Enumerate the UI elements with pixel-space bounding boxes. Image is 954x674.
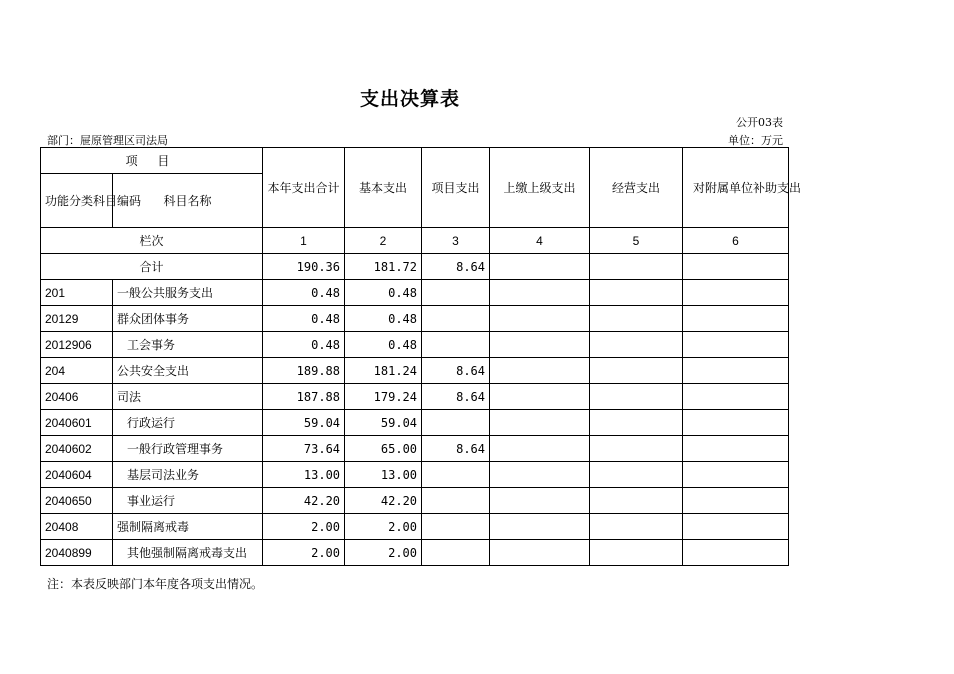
row-value: 73.64 (263, 436, 345, 462)
row-value: 42.20 (345, 488, 422, 514)
unit-label: 单位：万元 (728, 134, 783, 147)
header-upper: 上缴上级支出 (490, 148, 590, 228)
row-name: 其他强制隔离戒毒支出 (113, 540, 263, 566)
row-value (422, 514, 490, 540)
row-value: 13.00 (345, 462, 422, 488)
row-value (683, 514, 789, 540)
row-value (490, 514, 590, 540)
row-value (590, 280, 683, 306)
row-value: 2.00 (263, 514, 345, 540)
row-value (490, 358, 590, 384)
header-subsidy: 对附属单位补助支出 (683, 148, 789, 228)
table-row (41, 410, 789, 436)
row-value: 0.48 (345, 280, 422, 306)
header-project: 项目支出 (422, 148, 490, 228)
total-label: 合计 (41, 254, 263, 280)
table-row (41, 384, 789, 410)
col-index-num: 5 (590, 228, 683, 254)
row-value (683, 540, 789, 566)
col-index-num: 6 (683, 228, 789, 254)
row-value: 8.64 (422, 436, 490, 462)
row-name: 一般公共服务支出 (113, 280, 263, 306)
row-value (422, 332, 490, 358)
row-value (422, 306, 490, 332)
row-value (683, 436, 789, 462)
row-value (490, 384, 590, 410)
footnote: 注：本表反映部门本年度各项支出情况。 (47, 577, 264, 591)
row-code: 201 (41, 280, 113, 306)
row-value: 59.04 (345, 410, 422, 436)
row-code: 2012906 (41, 332, 113, 358)
row-value (490, 280, 590, 306)
row-value (683, 280, 789, 306)
col-index-label: 栏次 (41, 228, 263, 254)
row-name: 事业运行 (113, 488, 263, 514)
row-value: 179.24 (345, 384, 422, 410)
row-value (590, 462, 683, 488)
row-value (490, 306, 590, 332)
row-value: 181.24 (345, 358, 422, 384)
total-cell (683, 254, 789, 280)
row-name: 司法 (113, 384, 263, 410)
row-value: 42.20 (263, 488, 345, 514)
row-value (490, 488, 590, 514)
header-basic: 基本支出 (345, 148, 422, 228)
header-operation: 经营支出 (590, 148, 683, 228)
row-value: 0.48 (263, 306, 345, 332)
expenditure-table (40, 147, 802, 566)
table-row (41, 436, 789, 462)
table-row (41, 514, 789, 540)
row-value (590, 332, 683, 358)
row-value: 0.48 (263, 332, 345, 358)
table-row (41, 462, 789, 488)
row-value (590, 384, 683, 410)
col-index-num: 3 (422, 228, 490, 254)
row-value (422, 410, 490, 436)
row-value (490, 540, 590, 566)
row-value (683, 306, 789, 332)
row-value (683, 410, 789, 436)
row-name: 基层司法业务 (113, 462, 263, 488)
row-value (590, 436, 683, 462)
row-value: 187.88 (263, 384, 345, 410)
row-value: 0.48 (345, 306, 422, 332)
row-code: 2040650 (41, 488, 113, 514)
row-value (590, 358, 683, 384)
row-code: 2040601 (41, 410, 113, 436)
header-total: 本年支出合计 (263, 148, 345, 228)
row-value (683, 462, 789, 488)
col-index-row (41, 228, 789, 254)
total-cell: 8.64 (422, 254, 490, 280)
table-row (41, 332, 789, 358)
row-value (590, 540, 683, 566)
row-name: 群众团体事务 (113, 306, 263, 332)
row-value (683, 384, 789, 410)
form-number: 公开03表 (736, 116, 783, 129)
row-value (422, 540, 490, 566)
header-func-code: 功能分类科目编码 (41, 174, 113, 228)
table-row (41, 540, 789, 566)
row-code: 204 (41, 358, 113, 384)
row-value (590, 488, 683, 514)
table-row (41, 280, 789, 306)
row-name: 行政运行 (113, 410, 263, 436)
row-code: 20129 (41, 306, 113, 332)
row-value (490, 462, 590, 488)
header-item: 项 目 (41, 148, 263, 174)
total-cell: 181.72 (345, 254, 422, 280)
department-label: 部门：屉原管理区司法局 (47, 134, 168, 147)
row-name: 公共安全支出 (113, 358, 263, 384)
table-row (41, 306, 789, 332)
row-value: 0.48 (263, 280, 345, 306)
row-value: 8.64 (422, 358, 490, 384)
row-value: 65.00 (345, 436, 422, 462)
total-cell (490, 254, 590, 280)
col-index-num: 1 (263, 228, 345, 254)
total-cell: 190.36 (263, 254, 345, 280)
total-cell (590, 254, 683, 280)
row-value (590, 514, 683, 540)
row-name: 一般行政管理事务 (113, 436, 263, 462)
page-title: 支出决算表 (359, 88, 460, 110)
row-value: 13.00 (263, 462, 345, 488)
col-index-num: 4 (490, 228, 590, 254)
row-value (590, 306, 683, 332)
row-value (683, 488, 789, 514)
row-value (490, 332, 590, 358)
row-value (490, 436, 590, 462)
row-value (490, 410, 590, 436)
row-value (590, 410, 683, 436)
row-code: 2040604 (41, 462, 113, 488)
row-value: 2.00 (263, 540, 345, 566)
row-value: 2.00 (345, 514, 422, 540)
row-code: 2040602 (41, 436, 113, 462)
row-value (683, 332, 789, 358)
col-index-num: 2 (345, 228, 422, 254)
table-row (41, 358, 789, 384)
row-value: 2.00 (345, 540, 422, 566)
row-value (422, 462, 490, 488)
row-value: 8.64 (422, 384, 490, 410)
header-subject-name: 科目名称 (113, 174, 263, 228)
table-row (41, 488, 789, 514)
row-value (422, 488, 490, 514)
row-name: 工会事务 (113, 332, 263, 358)
row-name: 强制隔离戒毒 (113, 514, 263, 540)
row-value: 189.88 (263, 358, 345, 384)
row-value (422, 280, 490, 306)
row-value (683, 358, 789, 384)
row-code: 2040899 (41, 540, 113, 566)
row-code: 20408 (41, 514, 113, 540)
row-value: 0.48 (345, 332, 422, 358)
total-row (41, 254, 789, 280)
row-value: 59.04 (263, 410, 345, 436)
row-code: 20406 (41, 384, 113, 410)
